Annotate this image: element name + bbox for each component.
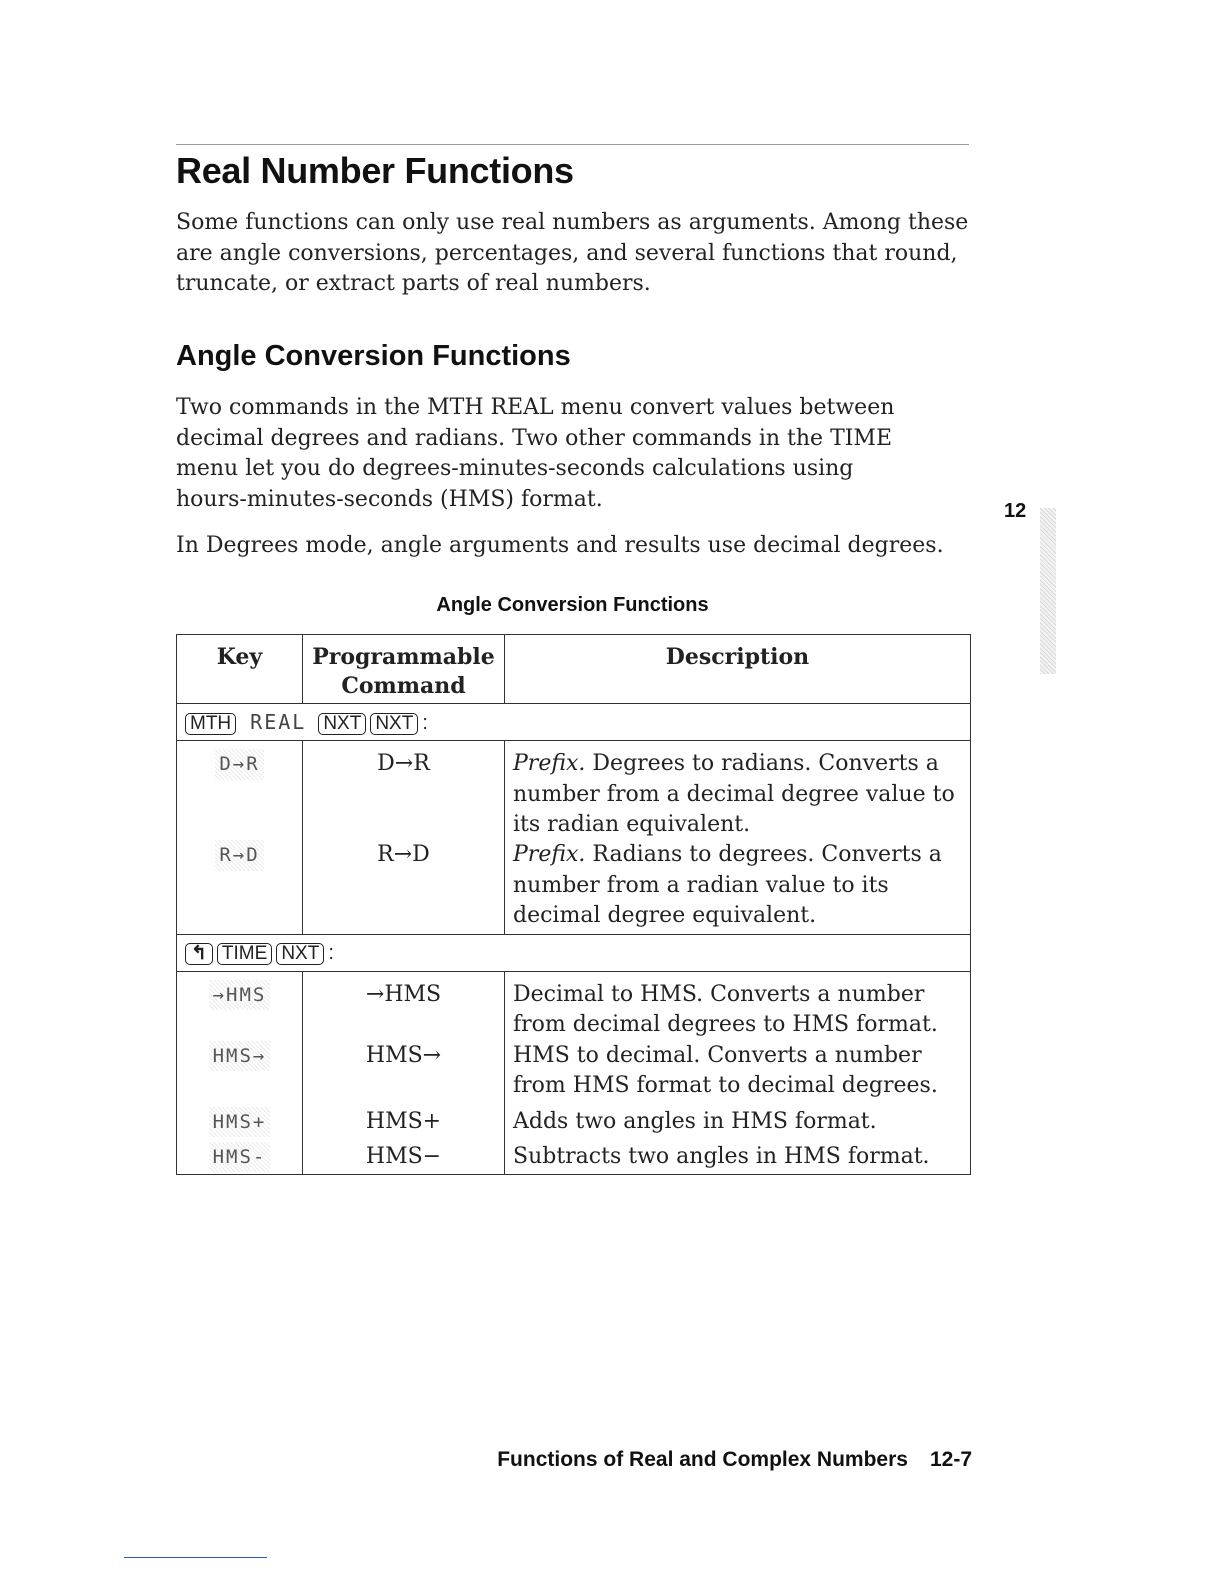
subsection-title: Angle Conversion Functions: [176, 340, 571, 372]
description-hms-plus: Adds two angles in HMS format.: [513, 1108, 877, 1134]
keystroke-sequence: ↰ TIME NXT :: [177, 934, 971, 971]
command-hms-plus: HMS+: [365, 1108, 442, 1134]
command-hms-to: HMS→: [365, 1042, 442, 1068]
softkey-hms-plus: HMS+: [209, 1107, 271, 1138]
table-caption: Angle Conversion Functions: [436, 594, 709, 616]
page-number: 12-7: [929, 1448, 972, 1471]
header-description: Description: [505, 635, 971, 704]
softkey-hms-to: HMS→: [209, 1041, 271, 1072]
description-hms-minus: Subtracts two angles in HMS format.: [513, 1143, 930, 1169]
body-line: menu let you do degrees-minutes-seconds calculations using: [176, 456, 854, 481]
command-cell: [303, 971, 505, 1175]
intro-paragraph: [176, 208, 968, 300]
softkey-to-hms: →HMS: [209, 980, 271, 1011]
top-rule: [176, 144, 969, 145]
intro-line: truncate, or extract parts of real numbers.: [176, 271, 651, 296]
softkey-d-to-r: D→R: [215, 749, 263, 780]
section-title: Real Number Functions: [176, 150, 574, 191]
chapter-tab-number: 12: [1004, 500, 1027, 522]
intro-line: Some functions can only use real numbers as arguments. Among these: [176, 210, 969, 235]
group-row-mth-real: [177, 704, 971, 741]
header-key: Key: [177, 635, 303, 704]
key-cell: [177, 971, 303, 1175]
description-to-hms: Decimal to HMS. Converts a number from decimal degrees to HMS format.: [513, 981, 938, 1037]
description-cell: [505, 741, 971, 935]
degrees-note-text: In Degrees mode, angle arguments and results use decimal degrees.: [176, 533, 944, 558]
description-hms-to: HMS to decimal. Converts a number from HMS format to decimal degrees.: [513, 1042, 938, 1098]
softkey-hms-minus: HMS-: [209, 1142, 271, 1173]
nxt-key: NXT: [370, 713, 418, 735]
table-row: [177, 741, 971, 935]
keystroke-sequence: MTH REAL NXT NXT :: [177, 704, 971, 741]
description-d-to-r: Prefix. Degrees to radians. Converts a number from a decimal degree value to its radian equivalent.: [513, 751, 955, 837]
description-r-to-d: Prefix. Radians to degrees. Converts a number from a radian value to its decimal degree equivalent.: [513, 842, 942, 928]
body-paragraph: [176, 393, 894, 515]
description-cell: [505, 971, 971, 1175]
command-d-to-r: D→R: [377, 751, 430, 776]
key-cell: [177, 741, 303, 935]
angle-conversion-table: [176, 634, 971, 1175]
command-to-hms: →HMS: [365, 981, 442, 1007]
header-command: Programmable Command: [303, 635, 505, 704]
command-r-to-d: R→D: [377, 842, 430, 867]
command-cell: [303, 741, 505, 935]
command-hms-minus: HMS−: [365, 1143, 442, 1169]
mth-key: MTH: [185, 713, 236, 735]
softkey-r-to-d: R→D: [215, 840, 263, 871]
body-line: Two commands in the MTH REAL menu convert values between: [176, 395, 895, 420]
intro-line: are angle conversions, percentages, and several functions that round,: [176, 240, 958, 266]
degrees-note: [176, 531, 944, 562]
footer-title: Functions of Real and Complex Numbers: [497, 1448, 908, 1471]
nxt-key: NXT: [276, 943, 324, 965]
chapter-thumb-tab: [1040, 508, 1056, 674]
bottom-rule: [124, 1557, 267, 1558]
page-footer: [497, 1448, 972, 1472]
body-line: hours-minutes-seconds (HMS) format.: [176, 486, 603, 512]
group-row-time: [177, 934, 971, 971]
table-row: [177, 971, 971, 1175]
time-key: TIME: [217, 943, 272, 965]
table-header-row: [177, 635, 971, 704]
nxt-key: NXT: [318, 713, 366, 735]
left-shift-key: ↰: [185, 943, 213, 965]
real-menu-label: REAL: [250, 709, 307, 734]
body-line: decimal degrees and radians. Two other commands in the TIME: [176, 425, 893, 451]
